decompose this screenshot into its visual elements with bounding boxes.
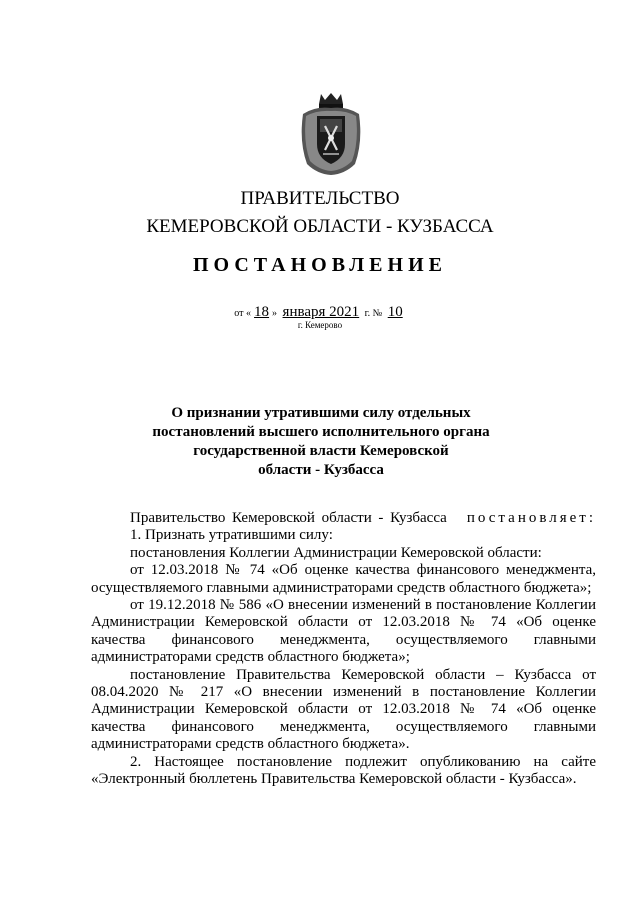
date-prefix: от « [234,308,252,319]
title-line: постановлений высшего исполнительного органа [152,424,490,440]
coat-of-arms-icon [297,92,365,176]
date-line [0,304,640,321]
paragraph: от 12.03.2018 № 74 «Об оценке качества финансового менеджмента, осуществляемого главными администраторами средств областного бюджета»; [91,562,596,596]
number-sign: № [372,308,383,319]
preamble-text: Правительство Кемеровской области - Кузбасса [130,510,447,526]
document-number: 10 [387,304,403,320]
paragraph: 1. Признать утратившими силу: [130,527,333,544]
city: г. Кемерово [297,320,343,330]
date-month-year: января 2021 [282,304,360,320]
paragraph: постановления Коллегии Администрации Кемеровской области: [130,544,542,561]
date-day: 18 [254,304,270,320]
document-title [130,404,512,480]
document-body [91,510,596,789]
title-line: области - Кузбасса [258,462,384,478]
title-line: государственной власти Кемеровской [193,443,449,459]
org-name-line1: ПРАВИТЕЛЬСТВО [240,188,400,209]
org-name-line2: КЕМЕРОВСКОЙ ОБЛАСТИ - КУЗБАССА [146,216,494,237]
document-type: ПОСТАНОВЛЕНИЕ [193,254,447,276]
paragraph: постановление Правительства Кемеровской области – Кузбасса от 08.04.2020 № 217 «О внесении изменений в постановление Коллегии Администрации Кемеровской области от 12.03.2018 № 74 «Об оценке качества финансового менеджмента, осуществляемого главными администраторами средств областного бюджета». [91,666,596,753]
date-mid: » [272,308,278,319]
date-year-suffix: г. [364,308,371,319]
paragraph: 2. Настоящее постановление подлежит опубликованию на сайте «Электронный бюллетень Правительства Кемеровской области - Кузбасса». [91,753,596,788]
title-line: О признании утратившими силу отдельных [171,405,471,421]
preamble [91,510,596,527]
preamble-verb: постановляет: [466,510,596,526]
paragraph: от 19.12.2018 № 586 «О внесении изменений в постановление Коллегии Администрации Кемеровской области от 12.03.2018 № 74 «Об оценке качества финансового менеджмента, осуществляемого главными администраторами средств областного бюджета»; [91,597,596,666]
